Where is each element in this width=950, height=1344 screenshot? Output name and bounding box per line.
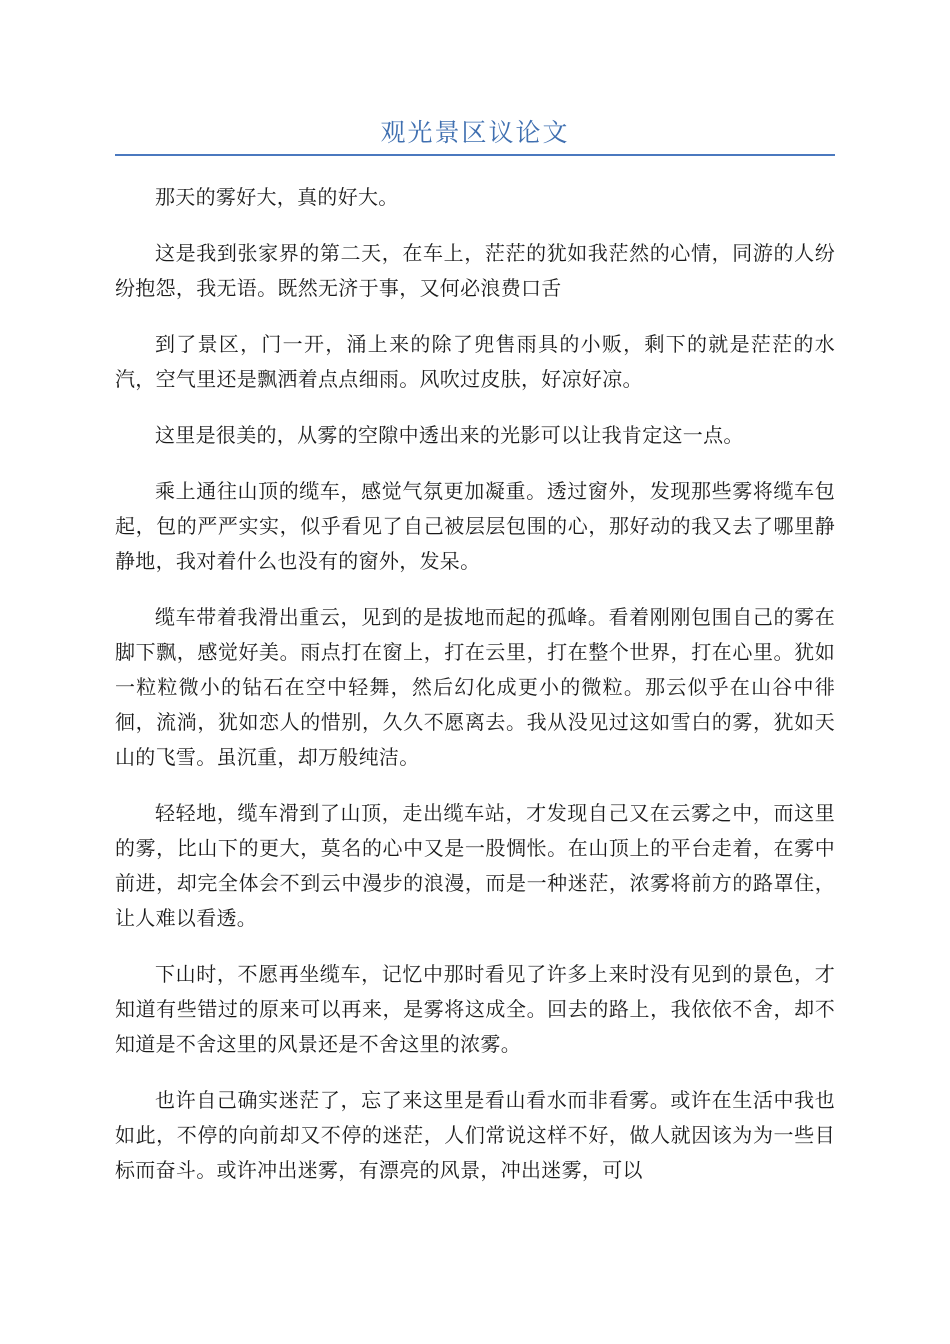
paragraph: 也许自己确实迷茫了，忘了来这里是看山看水而非看雾。或许在生活中我也如此，不停的向前却又不停的迷茫，人们常说这样不好，做人就因该为为一些目标而奋斗。或许冲出迷雾，有漂亮的风景，冲出迷雾，可以 — [115, 1088, 835, 1182]
title-underline — [115, 154, 835, 156]
document-page — [115, 0, 835, 1209]
document-body — [115, 180, 835, 1188]
paragraph: 下山时，不愿再坐缆车，记忆中那时看见了许多上来时没有见到的景色，才知道有些错过的原来可以再来，是雾将这成全。回去的路上，我依依不舍，却不知道是不舍这里的风景还是不舍这里的浓雾。 — [115, 962, 835, 1056]
paragraph: 缆车带着我滑出重云，见到的是拔地而起的孤峰。看着刚刚包围自己的雾在脚下飘，感觉好美。雨点打在窗上，打在云里，打在整个世界，打在心里。犹如一粒粒微小的钻石在空中轻舞，然后幻化成更小的微粒。那云似乎在山谷中徘徊，流淌，犹如恋人的惜别，久久不愿离去。我从没见过这如雪白的雾，犹如天山的飞雪。虽沉重，却万般纯洁。 — [115, 605, 835, 769]
paragraph: 那天的雾好大，真的好大。 — [155, 185, 399, 209]
paragraph: 这里是很美的，从雾的空隙中透出来的光影可以让我肯定这一点。 — [155, 423, 744, 447]
document-title: 观光景区议论文 — [380, 118, 570, 147]
paragraph: 乘上通往山顶的缆车，感觉气氛更加凝重。透过窗外，发现那些雾将缆车包起，包的严严实实，似乎看见了自己被层层包围的心，那好动的我又去了哪里静静地，我对着什么也没有的窗外，发呆。 — [115, 479, 835, 573]
paragraph: 到了景区，门一开，涌上来的除了兜售雨具的小贩，剩下的就是茫茫的水汽，空气里还是飘洒着点点细雨。风吹过皮肤，好凉好凉。 — [115, 332, 835, 391]
paragraph: 轻轻地，缆车滑到了山顶，走出缆车站，才发现自己又在云雾之中，而这里的雾，比山下的更大，莫名的心中又是一股惆怅。在山顶上的平台走着，在雾中前进，却完全体会不到云中漫步的浪漫，而是一种迷茫，浓雾将前方的路罩住，让人难以看透。 — [115, 801, 835, 930]
paragraph: 这是我到张家界的第二天，在车上，茫茫的犹如我茫然的心情，同游的人纷纷抱怨，我无语。既然无济于事，又何必浪费口舌 — [115, 241, 835, 300]
